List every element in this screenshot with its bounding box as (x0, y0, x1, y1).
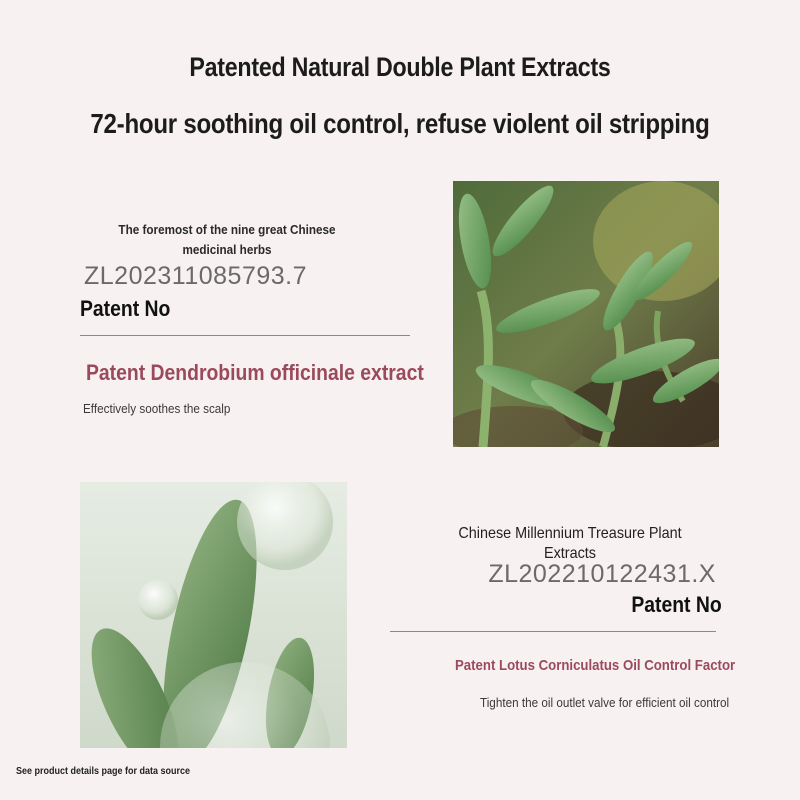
section1-divider (80, 335, 410, 336)
section2-patent-number: ZL202210122431.X (488, 560, 716, 588)
section1-patent-label: Patent No (80, 296, 171, 321)
section1-intro: The foremost of the nine great Chinese medicinal herbs (118, 222, 336, 257)
section1-ingredient: Patent Dendrobium officinale extract (86, 360, 424, 385)
page-subtitle: 72-hour soothing oil control, refuse violent oil stripping (90, 108, 710, 139)
section2-description: Tighten the oil outlet valve for efficient oil control (480, 695, 730, 710)
section1-patent-number: ZL202311085793.7 (84, 262, 308, 290)
section2-patent-label: Patent No (631, 592, 722, 617)
page-title: Patented Natural Double Plant Extracts (189, 52, 611, 82)
section2-divider (390, 631, 716, 632)
section2-intro: Chinese Millennium Treasure Plant Extracts (458, 525, 682, 562)
leaves-with-oil-droplets-photo (80, 482, 347, 748)
dendrobium-plant-photo (453, 181, 719, 447)
footer-note: See product details page for data source (16, 766, 191, 777)
section1-description: Effectively soothes the scalp (83, 401, 231, 416)
section2-ingredient: Patent Lotus Corniculatus Oil Control Factor (455, 657, 736, 674)
